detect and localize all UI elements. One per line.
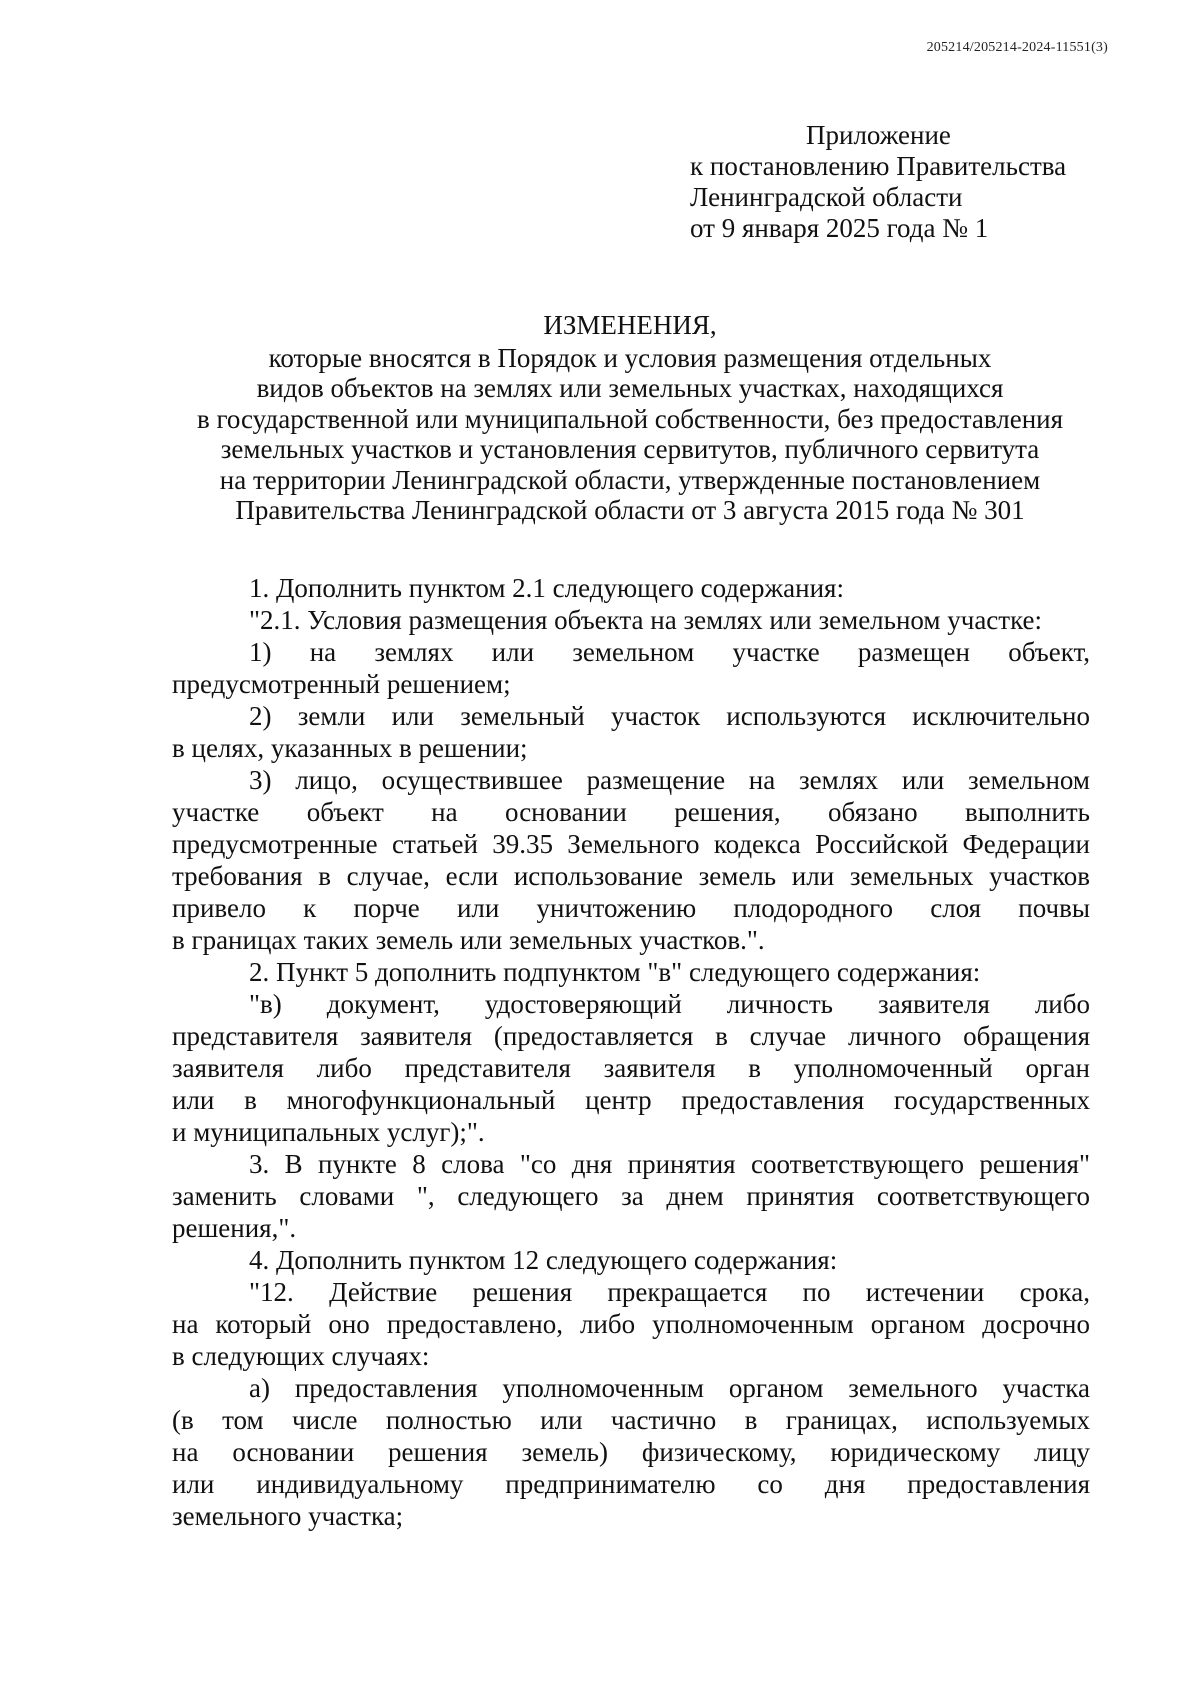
appendix-region-line: Ленинградской области xyxy=(690,182,963,212)
subitem-v-line: представителя заявителя (предоставляется в случае личного обращения xyxy=(172,1021,1090,1051)
item-12-line: "12. Действие решения прекращается по истечении срока, xyxy=(249,1277,1090,1307)
case-a-line: или индивидуальному предпринимателю со дня предоставления xyxy=(172,1469,1090,1499)
item-3-line: заменить словами ", следующего за днем принятия соответствующего xyxy=(172,1181,1090,1211)
appendix-label: Приложение xyxy=(806,120,951,150)
item-12-line: на который оно предоставлено, либо уполномоченным органом досрочно xyxy=(172,1309,1090,1339)
subitem-v-line: или в многофункциональный центр предоставления государственных xyxy=(172,1085,1090,1115)
document-body xyxy=(172,572,1090,1532)
item-2-heading: 2. Пункт 5 дополнить подпунктом "в" следующего содержания: xyxy=(249,957,981,987)
case-a-line: (в том числе полностью или частично в границах, используемых xyxy=(172,1405,1090,1435)
condition-3-line: требования в случае, если использование земель или земельных участков xyxy=(172,861,1090,891)
case-a-line: а) предоставления уполномоченным органом земельного участка xyxy=(249,1373,1090,1403)
condition-1-line: предусмотренный решением; xyxy=(172,669,511,699)
condition-1-line: 1) на землях или земельном участке размещен объект, xyxy=(249,637,1090,667)
item-3-line: 3. В пункте 8 слова "со дня принятия соответствующего решения" xyxy=(249,1149,1090,1179)
case-a-line: земельного участка; xyxy=(172,1501,404,1531)
condition-3-line: привело к порче или уничтожению плодородного слоя почвы xyxy=(172,893,1090,923)
appendix-date-line: от 9 января 2025 года № 1 xyxy=(690,213,989,243)
title-line: видов объектов на землях или земельных участках, находящихся xyxy=(256,373,1004,403)
title-line: в государственной или муниципальной собственности, без предоставления xyxy=(196,403,1064,434)
appendix-reference-line: к постановлению Правительства xyxy=(690,151,1067,181)
document-registration-number: 205214/205214-2024-11551(3) xyxy=(926,40,1108,55)
condition-3-line: предусмотренные статьей 39.35 Земельного кодекса Российской Федерации xyxy=(172,829,1090,859)
condition-2-line: в целях, указанных в решении; xyxy=(172,733,528,763)
condition-2-line: 2) земли или земельный участок используются исключительно xyxy=(249,701,1090,731)
subitem-v-line: и муниципальных услуг);". xyxy=(172,1117,485,1147)
title-line: Правительства Ленинградской области от 3 августа 2015 года № 301 xyxy=(235,495,1025,525)
item-1-heading: 1. Дополнить пунктом 2.1 следующего содержания: xyxy=(249,573,844,603)
condition-3-line: в границах таких земель или земельных участков.". xyxy=(172,925,765,955)
condition-3-line: участке объект на основании решения, обязано выполнить xyxy=(172,797,1090,827)
appendix-block xyxy=(690,120,1066,244)
title-line: земельных участков и установления сервитутов, публичного сервитута xyxy=(220,434,1040,464)
document-title xyxy=(170,310,1090,526)
item-2-1-heading: "2.1. Условия размещения объекта на землях или земельном участке: xyxy=(249,605,1043,635)
case-a-line: на основании решения земель) физическому, юридическому лицу xyxy=(172,1437,1090,1467)
item-3-line: решения,". xyxy=(172,1213,297,1243)
title-line: на территории Ленинградской области, утвержденные постановлением xyxy=(219,464,1041,495)
item-4-heading: 4. Дополнить пунктом 12 следующего содержания: xyxy=(249,1245,838,1275)
title-heading: ИЗМЕНЕНИЯ, xyxy=(543,310,717,340)
subitem-v-line: "в) документ, удостоверяющий личность заявителя либо xyxy=(249,989,1090,1019)
title-line: которые вносятся в Порядок и условия размещения отдельных xyxy=(268,342,992,373)
condition-3-line: 3) лицо, осуществившее размещение на землях или земельном xyxy=(249,765,1090,795)
item-12-line: в следующих случаях: xyxy=(172,1341,430,1371)
subitem-v-line: заявителя либо представителя заявителя в уполномоченный орган xyxy=(172,1053,1090,1083)
